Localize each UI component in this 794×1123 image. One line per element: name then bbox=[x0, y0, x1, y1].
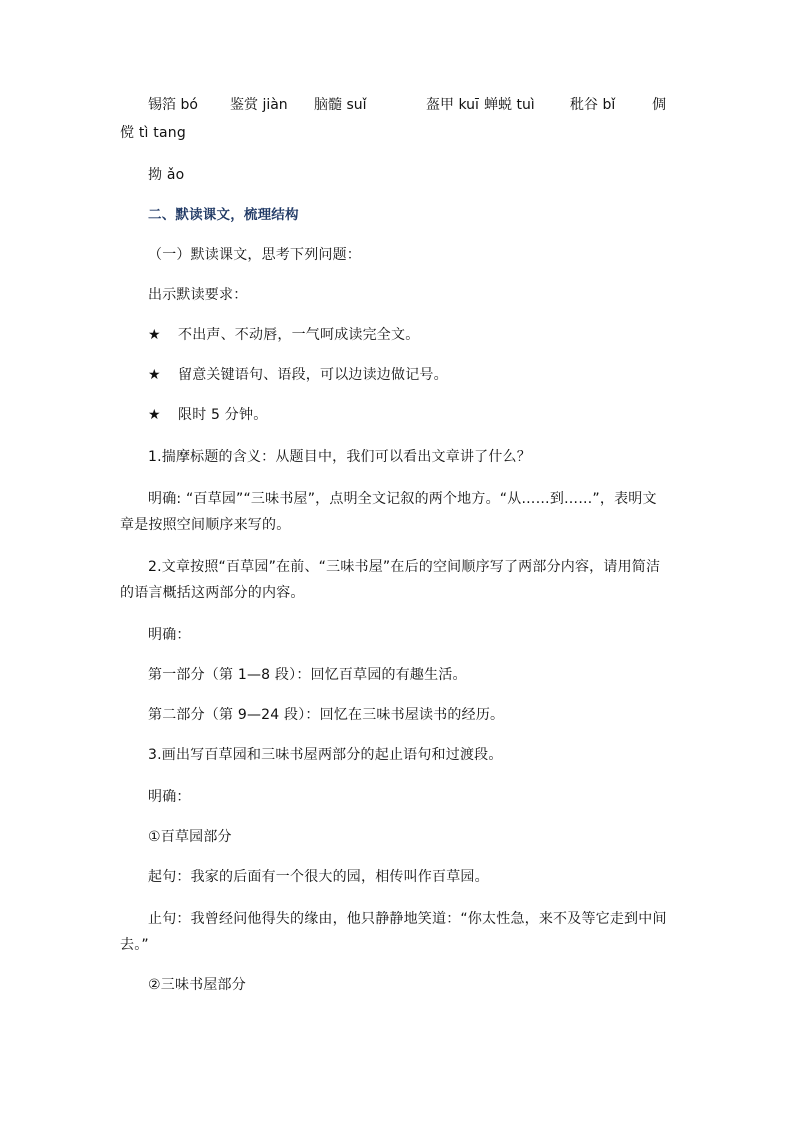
requirement-item bbox=[148, 322, 419, 348]
star-icon: ★ bbox=[148, 407, 161, 423]
vocab-wrap-line: 傥 tì tang bbox=[120, 125, 186, 141]
vocab-item: 秕谷 bǐ bbox=[570, 97, 616, 113]
part-label: ①百草园部分 bbox=[148, 829, 232, 845]
vocab-extra: 拗 ǎo bbox=[148, 167, 185, 183]
subsection-title: （一）默读课文，思考下列问题： bbox=[148, 247, 361, 263]
question-2: 2.文章按照“百草园”在前、“三味书屋”在后的空间顺序写了两部分内容，请用简洁的语言概括这两部分的内容。 bbox=[120, 559, 661, 601]
part-summary: 第一部分（第 1—8 段）：回忆百草园的有趣生活。 bbox=[148, 667, 467, 683]
requirement-text: 不出声、不动唇，一气呵成读完全文。 bbox=[178, 327, 420, 343]
part-label: ②三味书屋部分 bbox=[148, 977, 246, 993]
vocab-item: 盔甲 kuī bbox=[426, 97, 479, 113]
vocab-item: 蝉蜕 tuì bbox=[484, 97, 535, 113]
vocab-row bbox=[120, 92, 680, 118]
star-icon: ★ bbox=[148, 327, 161, 343]
answer-1: 明确: “百草园”“三味书屋”，点明全文记叙的两个地方。“从……到……”，表明文章是按照空间顺序来写的。 bbox=[120, 491, 657, 533]
requirements-label: 出示默读要求： bbox=[148, 287, 248, 303]
section-heading: 二、默读课文，梳理结构 bbox=[148, 207, 299, 223]
vocab-item: 脑髓 suǐ bbox=[314, 97, 367, 113]
requirement-text: 留意关键语句、语段，可以边读边做记号。 bbox=[178, 367, 448, 383]
answer-label: 明确： bbox=[148, 627, 191, 643]
requirement-item bbox=[148, 402, 267, 428]
answer-label: 明确： bbox=[148, 789, 191, 805]
question-1: 1.揣摩标题的含义：从题目中，我们可以看出文章讲了什么？ bbox=[148, 449, 531, 465]
requirement-item bbox=[148, 362, 448, 388]
start-sentence: 起句：我家的后面有一个很大的园，相传叫作百草园。 bbox=[148, 869, 489, 885]
vocab-item: 倜 bbox=[652, 97, 666, 113]
vocab-item: 鉴赏 jiàn bbox=[230, 97, 288, 113]
part-summary: 第二部分（第 9—24 段）：回忆在三味书屋读书的经历。 bbox=[148, 707, 505, 723]
star-icon: ★ bbox=[148, 367, 161, 383]
requirement-text: 限时 5 分钟。 bbox=[178, 407, 268, 423]
question-3: 3.画出写百草园和三味书屋两部分的起止语句和过渡段。 bbox=[148, 747, 503, 763]
end-sentence: 止句：我曾经问他得失的缘由，他只静静地笑道：“你太性急，来不及等它走到中间去。” bbox=[120, 911, 667, 953]
vocab-item: 锡箔 bó bbox=[148, 97, 198, 113]
